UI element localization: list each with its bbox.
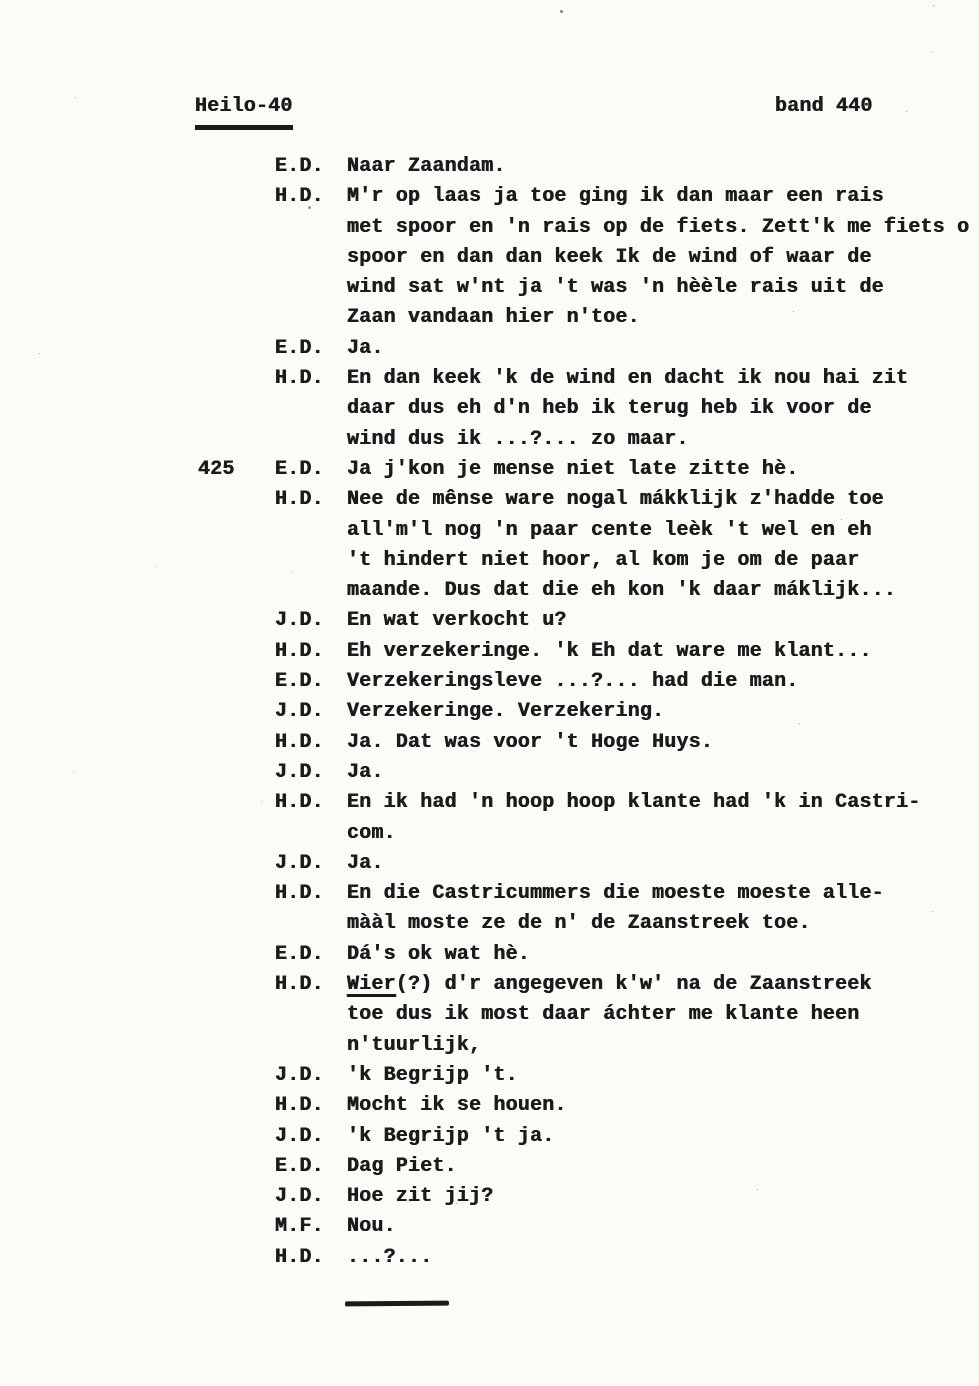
dialogue-line: Ja. [347,760,384,784]
transcript-row [275,1091,979,1121]
speaker-label: M.F. [275,1215,324,1239]
speaker-label: J.D. [275,760,324,784]
speaker-label: H.D. [275,973,324,997]
transcript-row [275,697,979,727]
transcript-row [275,1152,979,1182]
line-number: 425 [198,457,235,481]
speaker-label: E.D. [275,155,324,178]
dialogue-line: mààl moste ze de n' de Zaanstreek toe. [347,912,811,936]
speaker-label: H.D. [275,730,324,754]
dialogue-line: n'tuurlijk, [347,1033,482,1057]
dialogue-lines [347,940,979,970]
dialogue-lines [347,1061,979,1091]
dialogue-lines [347,667,979,697]
dialogue-lines [347,1182,979,1212]
transcript-row [275,970,979,1061]
transcript-row [275,1243,979,1273]
dialogue-line: Verzekeringe. Verzekering. [347,700,665,724]
dialogue-line: Nou. [347,1215,396,1239]
dialogue-line: ...?... [347,1245,433,1269]
dialogue-lines [347,637,979,667]
dialogue-lines [347,1212,979,1242]
dialogue-lines [347,1243,979,1273]
speaker-label: J.D. [275,700,324,724]
speaker-label: J.D. [275,1185,324,1209]
dialogue-line: M'r op laas ja toe ging ik dan maar een rais [347,185,884,209]
dialogue-line: daar dus eh d'n heb ik terug heb ik voor de [347,397,872,421]
dialogue-line: Verzekeringsleve ...?... had die man. [347,670,799,694]
speaker-label: H.D. [275,488,324,512]
dialogue-line: wind dus ik ...?... zo maar. [347,427,689,451]
dialogue-line: met spoor en 'n rais op de fiets. Zett'k me fiets o [347,215,970,239]
band-label: band 440 [775,95,873,118]
dialogue-line: all'm'l nog 'n paar cente leèk 't wel en eh [347,518,872,542]
speaker-label: H.D. [275,1094,324,1118]
dialogue-line: com. [347,821,396,845]
dialogue-lines [347,485,979,606]
transcript-row [275,879,979,940]
document-title: Heilo-40 [195,92,293,130]
speaker-label: E.D. [275,1154,324,1178]
transcript-row [275,728,979,758]
transcript-row [275,485,979,606]
transcript-row [275,1122,979,1152]
dialogue-lines [347,849,979,879]
speaker-label: J.D. [275,851,324,875]
speaker-label: J.D. [275,1124,324,1148]
dialogue-line: 't hindert niet hoor, al kom je om de paar [347,548,860,572]
speaker-label: H.D. [275,367,324,391]
dialogue-lines [347,788,979,849]
speaker-label: E.D. [275,336,324,360]
dialogue-lines [347,728,979,758]
transcript-row [275,788,979,849]
speaker-label: H.D. [275,185,324,209]
dialogue-lines [347,1152,979,1182]
dialogue-lines [347,1122,979,1152]
speaker-label: E.D. [275,670,324,694]
transcript-row [275,182,979,333]
dialogue-line: Nee de mênse ware nogal mákklijk z'hadde toe [347,488,884,512]
dialogue-lines [347,879,979,940]
transcript-row [275,152,979,182]
dialogue-lines [347,364,979,455]
transcript-row [275,758,979,788]
dialogue-line: toe dus ik most daar áchter me klante heen [347,1003,860,1027]
dialogue-line: Zaan vandaan hier n'toe. [347,306,640,330]
transcript-row [275,364,979,455]
footer-rule [345,1301,449,1307]
dialogue-line: maande. Dus dat die eh kon 'k daar máklijk... [347,579,897,603]
dialogue-line: Naar Zaandam. [347,155,506,178]
dialogue-line: Wier(?) d'r angegeven k'w' na de Zaanstreek [347,973,872,997]
transcript [0,152,979,1273]
transcript-row [275,940,979,970]
dialogue-lines [347,970,979,1061]
transcript-row [275,606,979,636]
dialogue-line: wind sat w'nt ja 't was 'n hèèle rais uit de [347,276,884,300]
transcript-row [275,1212,979,1242]
speaker-label: J.D. [275,609,324,633]
speaker-label: E.D. [275,457,324,481]
transcript-row [275,849,979,879]
dialogue-lines [347,697,979,727]
dialogue-lines [347,606,979,636]
speaker-label: H.D. [275,639,324,663]
speaker-label: H.D. [275,1245,324,1269]
dialogue-line: Ja j'kon je mense niet late zitte hè. [347,457,799,481]
speaker-label: E.D. [275,942,324,966]
dialogue-lines [347,1091,979,1121]
dialogue-lines [347,758,979,788]
dialogue-line: 'k Begrijp 't ja. [347,1124,555,1148]
dialogue-lines [347,182,979,333]
dialogue-line: Mocht ik se houen. [347,1094,567,1118]
dialogue-line: En wat verkocht u? [347,609,567,633]
dialogue-lines [347,334,979,364]
transcript-row [275,334,979,364]
dialogue-line: Ja. [347,336,384,360]
transcript-row [198,455,979,485]
dialogue-lines [347,152,979,182]
dialogue-line: spoor en dan dan keek Ik de wind of waar de [347,245,872,269]
dialogue-line: Dag Piet. [347,1154,457,1178]
dialogue-line: Ja. [347,851,384,875]
dialogue-line: En die Castricummers die moeste moeste alle- [347,882,884,906]
dialogue-line: 'k Begrijp 't. [347,1063,518,1087]
dialogue-lines [347,455,979,485]
transcript-row [275,1061,979,1091]
dialogue-line: Eh verzekeringe. 'k Eh dat ware me klant... [347,639,872,663]
transcript-row [275,1182,979,1212]
speaker-label: J.D. [275,1063,324,1087]
dialogue-line: En dan keek 'k de wind en dacht ik nou hai zit [347,367,909,391]
speaker-label: H.D. [275,791,324,815]
speaker-label: H.D. [275,882,324,906]
dialogue-line: Hoe zit jij? [347,1185,494,1209]
dialogue-line: Dá's ok wat hè. [347,942,531,966]
transcript-row [275,667,979,697]
dialogue-line: En ik had 'n hoop hoop klante had 'k in Castri- [347,791,921,815]
transcript-row [275,637,979,667]
dialogue-line: Ja. Dat was voor 't Hoge Huys. [347,730,714,754]
